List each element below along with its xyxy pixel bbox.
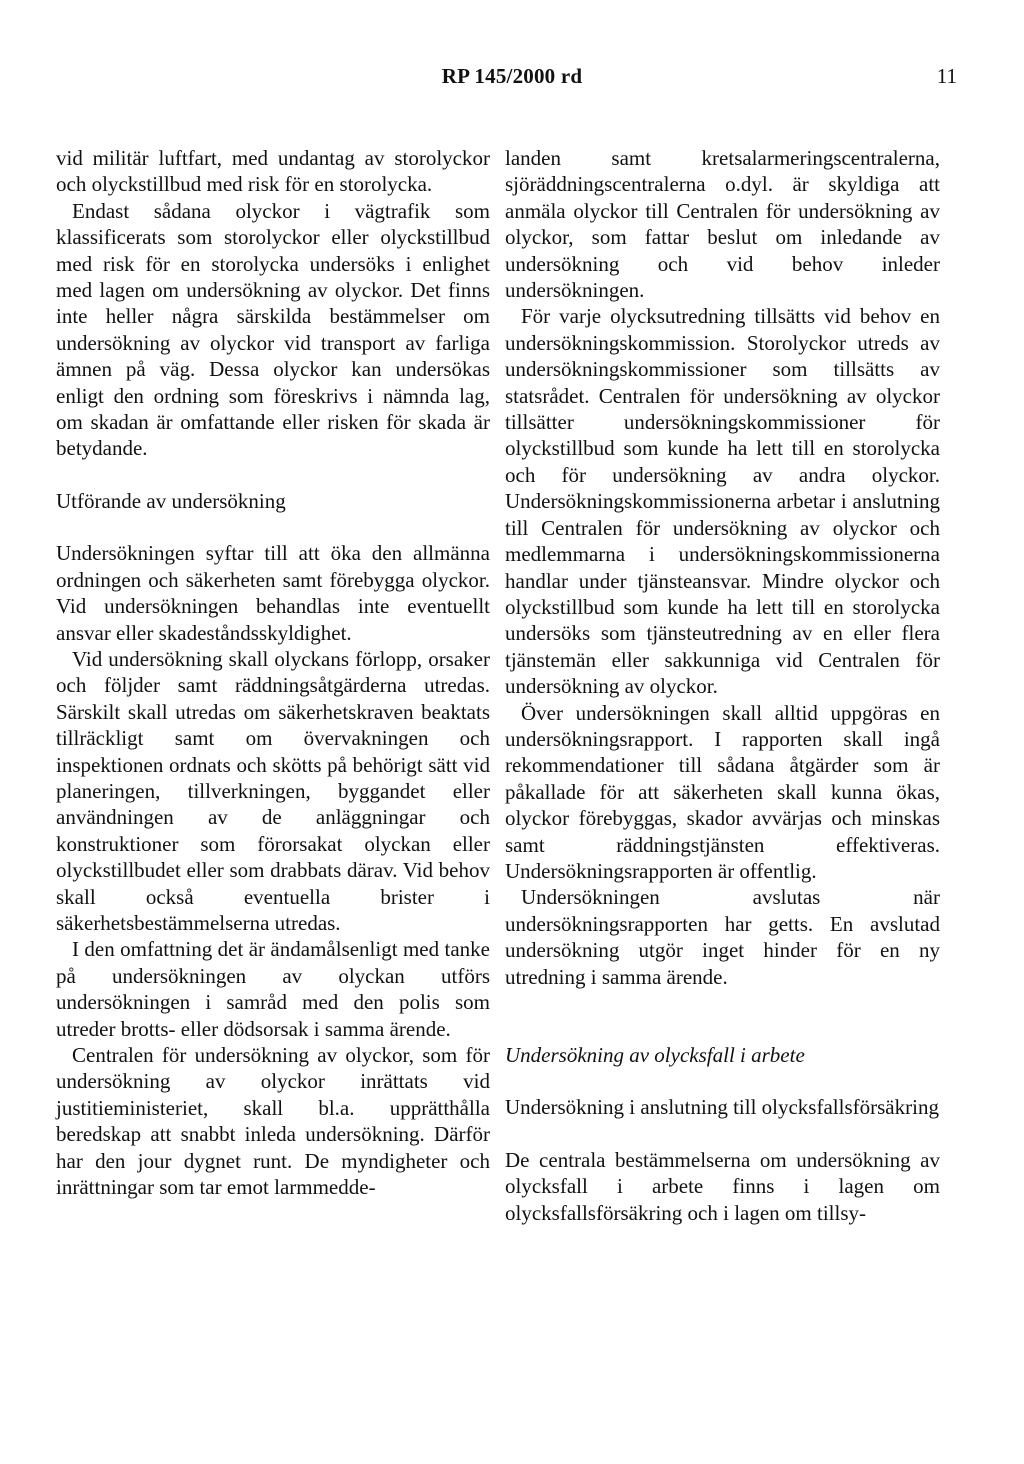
paragraph: Undersökningen avslutas när undersökningsrapporten har getts. En avslutad undersökning utgör inget hinder för en ny utredning i samma ärende.: [505, 885, 940, 989]
section-heading-italic: Undersökning av olycksfall i arbete: [505, 1043, 805, 1067]
paragraph: Centralen för undersökning av olyckor, som för undersökning av olyckor inrättats vid justitieministeriet, skall bl.a. upprätthålla beredskap att snabbt inleda undersökning. Därför har den jour dygnet runt. De myndigheter och inrättningar som tar emot larmmedde-: [56, 1043, 490, 1200]
page-number: 11: [936, 64, 957, 88]
paragraph: För varje olycksutredning tillsätts vid behov en undersökningskommission. Storolyckor utreds av undersökningskommissioner som tillsätts av statsrådet. Centralen för undersökning av olyckor tillsätter undersökningskommissioner för olyckstillbud som kunde ha lett till en storolycka och för undersökning av andra olyckor. Undersökningskommissionerna arbetar i anslutning till Centralen för undersökning av olyckor och medlemmarna i undersökningskommissionerna handlar under tjänsteansvar. Mindre olyckor och olyckstillbud som kunde ha lett till en storolycka undersöks som tjänsteutredning av en eller flera tjänstemän eller sakkunniga vid Centralen för undersökning av olyckor.: [505, 304, 940, 699]
right-column: [505, 145, 940, 1226]
subsection-heading: Undersökning i anslutning till olycksfallsförsäkring: [505, 1095, 939, 1120]
left-column: [56, 145, 490, 1200]
paragraph: Vid undersökning skall olyckans förlopp, orsaker och följder samt räddningsåtgärderna utredas. Särskilt skall utredas om säkerhetskraven beaktats tillräckligt samt om övervakningen och inspektionen ordnats och skötts på behörigt sätt vid planeringen, tillverkningen, byggandet eller användningen av de anläggningar och konstruktioner som förorsakat olyckan eller olyckstillbudet eller som drabbats därav. Vid behov skall också eventuella brister i säkerhetsbestämmelserna utredas.: [56, 646, 490, 935]
paragraph: Endast sådana olyckor i vägtrafik som klassificerats som storolyckor eller olyckstillbud med risk för en storolycka undersöks i enlighet med lagen om undersökning av olyckor. Det finns inte heller några särskilda bestämmelser om undersökning av olyckor vid transport av farliga ämnen på väg. Dessa olyckor kan undersökas enligt den ordning som föreskrivs i nämnda lag, om skadan är omfattande eller risken för skada är betydande.: [56, 198, 490, 461]
paragraph: Undersökningen syftar till att öka den allmänna ordningen och säkerheten samt förebygga olyckor. Vid undersökningen behandlas inte eventuellt ansvar eller skadeståndsskyldighet.: [56, 541, 490, 645]
paragraph: vid militär luftfart, med undantag av storolyckor och olyckstillbud med risk för en storolycka.: [56, 146, 490, 197]
paragraph: landen samt kretsalarmeringscentralerna, sjöräddningscentralerna o.dyl. är skyldiga att anmäla olyckor till Centralen för undersökning av olyckor, som fattar beslut om inledande av undersökning och vid behov inleder undersökningen.: [505, 146, 940, 303]
paragraph: I den omfattning det är ändamålsenligt med tanke på undersökningen av olyckan utförs undersökningen i samråd med den polis som utreder brotts- eller dödsorsak i samma ärende.: [56, 937, 490, 1041]
paragraph: Över undersökningen skall alltid uppgöras en undersökningsrapport. I rapporten skall ingå rekommendationer till sådana åtgärder som är påkallade för att säkerheten skall kunna ökas, olyckor förebyggas, skador avvärjas och minskas samt räddningstjänsten effektiveras. Undersökningsrapporten är offentlig.: [505, 700, 940, 883]
paragraph: De centrala bestämmelserna om undersökning av olycksfall i arbete finns i lagen om olycksfallsförsäkring och i lagen om tillsy-: [505, 1147, 940, 1225]
section-heading: Utförande av undersökning: [56, 488, 286, 513]
page-header-title: RP 145/2000 rd: [441, 64, 583, 88]
